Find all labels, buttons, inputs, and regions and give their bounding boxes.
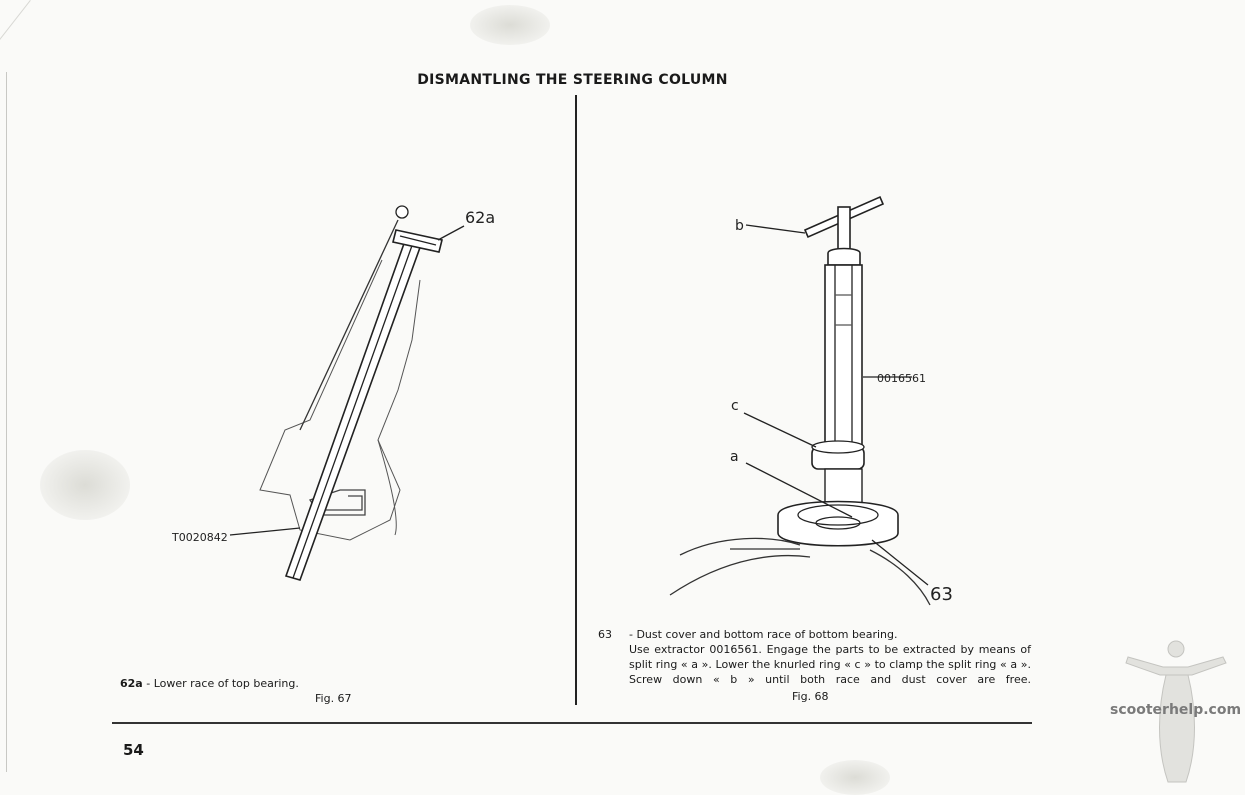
figure-67-illustration [150,190,530,610]
callout-tool-number: T0020842 [172,531,228,544]
caption-62a [120,677,299,690]
figure-68-illustration [660,185,1000,615]
paper-smudge [470,5,550,45]
callout-63: 63 [930,584,953,605]
page-number: 54 [123,741,144,759]
caption-first-line: - Dust cover and bottom race of bottom bearing. [629,628,898,641]
page-edge [6,72,7,772]
footer-rule [112,722,1032,724]
callout-a: a [730,449,739,465]
callout-62a: 62a [465,208,496,227]
page-fold-line [0,0,31,48]
paper-smudge [40,450,130,520]
caption-number: 62a [120,677,143,690]
callout-extractor-number: 0016561 [877,372,926,385]
callout-c: c [731,398,739,414]
paper-smudge [820,760,890,795]
caption-number: 63 [598,628,612,641]
figure-label-68: Fig. 68 [792,690,829,703]
column-divider [575,95,577,705]
callout-b: b [735,218,744,234]
caption-text: - Lower race of top bearing. [146,677,299,690]
figure-label-67: Fig. 67 [315,692,352,705]
watermark-text: scooterhelp.com [1110,702,1242,718]
page-title: DISMANTLING THE STEERING COLUMN [417,72,728,88]
caption-body: Use extractor 0016561. Engage the parts to be extracted by means of split ring « a ». Lower the knurled ring « c » to clamp the split ring « a ». Screw down « b » until both race and dust cover are free. [629,643,1031,686]
